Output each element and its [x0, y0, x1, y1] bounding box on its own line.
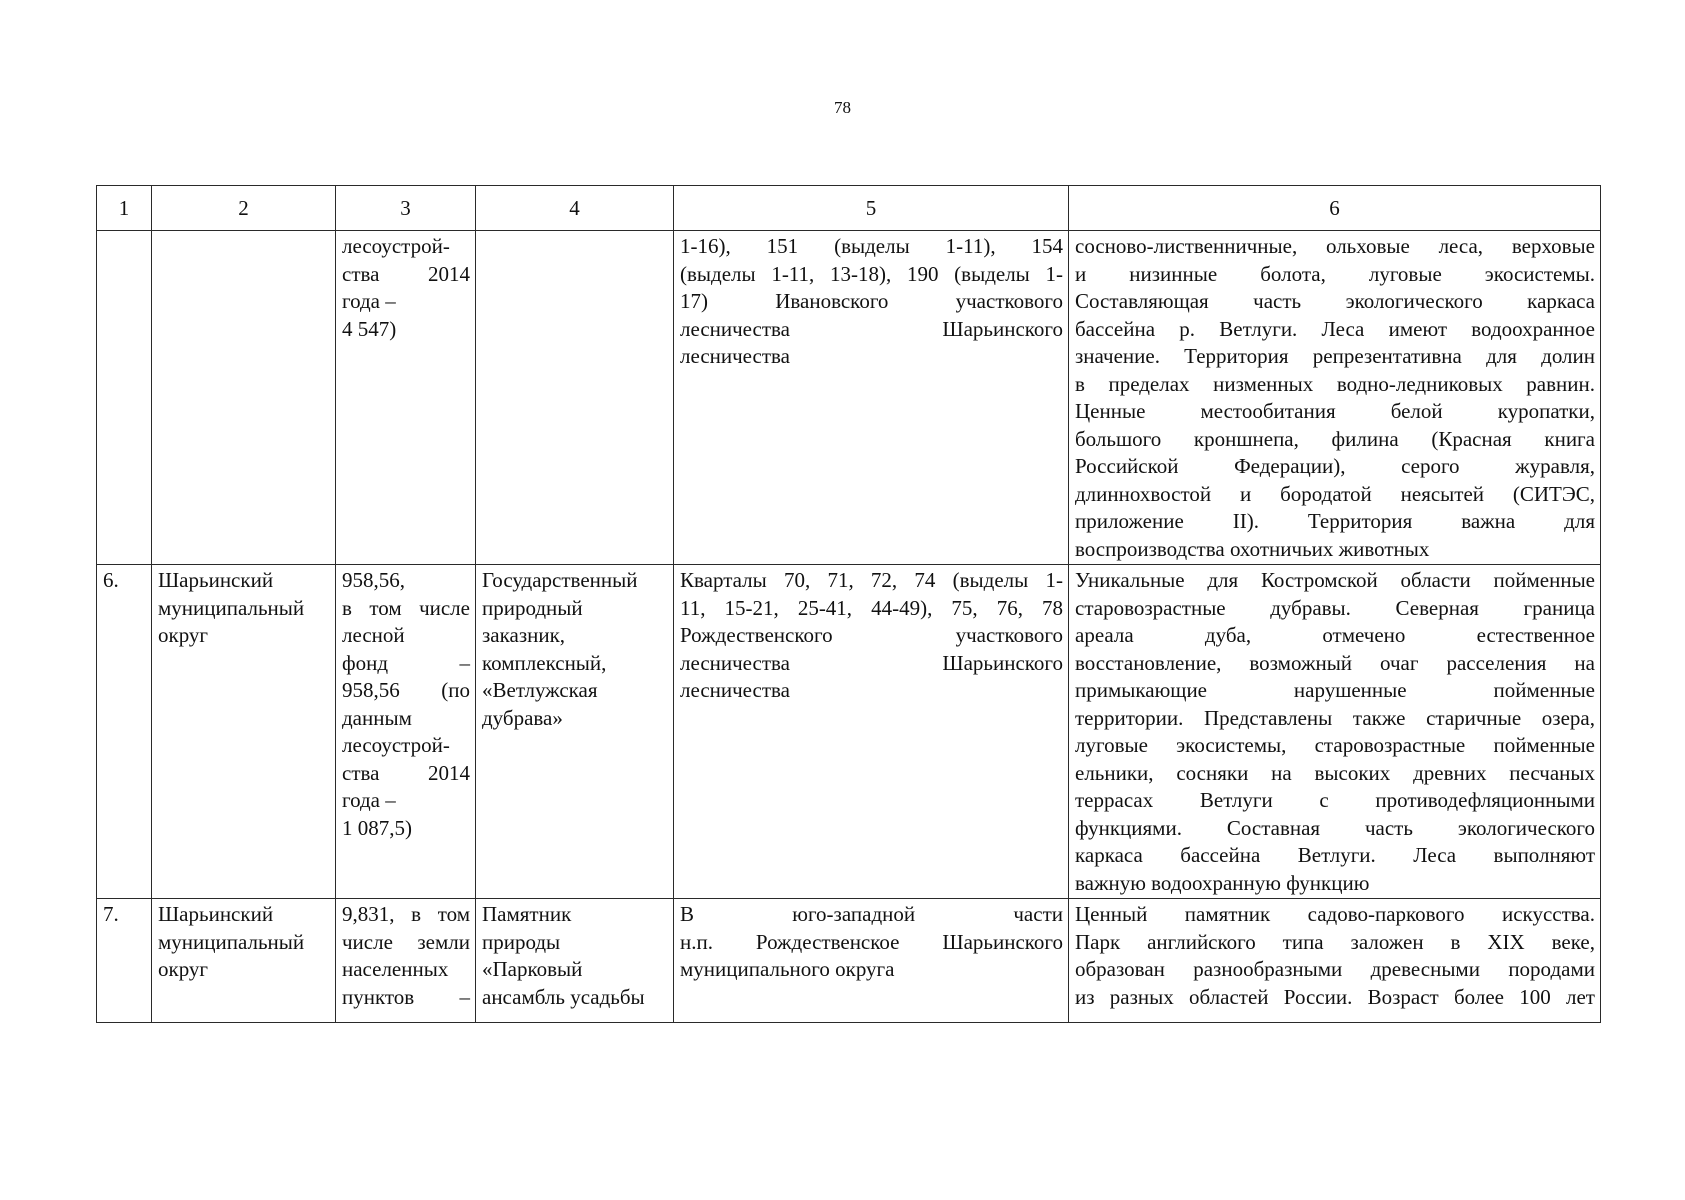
cell-line: старовозрастные дубравы. Северная граница [1075, 595, 1595, 620]
cell-line: приложение II). Территория важна для [1075, 509, 1595, 533]
cell-line: Российской Федерации), серого журавля, [1075, 454, 1595, 478]
cell-line: В юго-западной части [680, 902, 1063, 926]
cell-line: Шарьинский [158, 902, 274, 926]
cell-line: муниципальный [158, 595, 305, 620]
cell-line: фонд – [342, 650, 470, 675]
cell-line: функциями. Составная часть экологического [1075, 815, 1595, 840]
cell-line: года – [342, 788, 396, 812]
cell-line: (выделы 1-11, 13-18), 190 (выделы 1- [680, 261, 1063, 286]
cell-line: Шарьинский [158, 568, 274, 592]
cell-line: 4 547) [342, 316, 397, 341]
cell-line: 9,831, в том [342, 902, 470, 926]
cell-line: 1 087,5) [342, 815, 412, 840]
cell-line: большого кроншнепа, филина (Красная книга [1075, 426, 1595, 451]
cell-line: 958,56, [342, 568, 405, 592]
cell-line: Рождественского участкового [680, 623, 1063, 647]
cell-line: ства 2014 [342, 760, 470, 785]
column-header-5: 5 [674, 186, 1069, 231]
district-cell [152, 565, 336, 899]
cell-line: в пределах низменных водно-ледниковых равнин. [1075, 371, 1595, 396]
cell-line: Парк английского типа заложен в XIX веке, [1075, 929, 1595, 954]
protected-areas-table [96, 185, 1601, 1023]
cell-line: длиннохвостой и бородатой неясытей (СИТЭС, [1075, 481, 1595, 506]
table-row [97, 899, 1601, 1023]
cell-line: комплексный, [482, 650, 607, 675]
column-header-row [97, 186, 1601, 231]
category-cell [476, 565, 674, 899]
page-number: 78 [834, 98, 851, 117]
category-cell [476, 231, 674, 565]
cell-line: Составляющая часть экологического каркаса [1075, 289, 1595, 313]
description-cell [1069, 565, 1601, 899]
cell-line: лесоустрой- [342, 234, 450, 258]
cell-line: 1-16), 151 (выделы 1-11), 154 [680, 234, 1063, 258]
column-header-3: 3 [336, 186, 476, 231]
cell-line: значение. Территория репрезентативна для долин [1075, 344, 1595, 368]
cell-line: округ [158, 623, 209, 647]
description-cell [1069, 899, 1601, 1023]
cell-line: Ценный памятник садово-паркового искусства. [1075, 902, 1595, 926]
cell-line: лесничества [680, 678, 790, 702]
cell-line: лесничества [680, 344, 790, 368]
table-row [97, 565, 1601, 899]
cell-line: сосново-лиственничные, ольховые леса, верховые [1075, 234, 1595, 258]
location-cell [674, 899, 1069, 1023]
cell-line: территории. Представлены также старичные озера, [1075, 705, 1595, 730]
cell-line: 958,56 (по [342, 678, 470, 702]
cell-line: года – [342, 289, 396, 313]
cell-line: ареала дуба, отмечено естественное [1075, 623, 1595, 647]
cell-line: бассейна р. Ветлуги. Леса имеют водоохранное [1075, 316, 1595, 341]
cell-line: «Парковый [482, 957, 583, 981]
cell-line: 6. [103, 568, 119, 592]
cell-line: населенных [342, 957, 449, 981]
description-cell [1069, 231, 1601, 565]
cell-line: и низинные болота, луговые экосистемы. [1075, 261, 1595, 286]
row-number-cell [97, 899, 152, 1023]
cell-line: заказник, [482, 623, 566, 647]
cell-line: муниципального округа [680, 957, 895, 981]
cell-line: н.п. Рождественское Шарьинского [680, 929, 1063, 954]
table-row [97, 231, 1601, 565]
area-cell [336, 899, 476, 1023]
column-header-1: 1 [97, 186, 152, 231]
cell-line: Кварталы 70, 71, 72, 74 (выделы 1- [680, 568, 1063, 592]
cell-line: примыкающие нарушенные пойменные [1075, 678, 1595, 702]
cell-line: 17) Ивановского участкового [680, 289, 1063, 313]
district-cell [152, 231, 336, 565]
cell-line: 7. [103, 902, 119, 926]
column-header-6: 6 [1069, 186, 1601, 231]
location-cell [674, 565, 1069, 899]
cell-line: муниципальный [158, 929, 305, 954]
cell-line: воспроизводства охотничьих животных [1075, 536, 1430, 561]
cell-line: образован разнообразными древесными породами [1075, 957, 1595, 981]
cell-line: лесоустрой- [342, 733, 450, 757]
cell-line: природы [482, 929, 561, 954]
category-cell [476, 899, 674, 1023]
cell-line: луговые экосистемы, старовозрастные пойменные [1075, 733, 1595, 757]
cell-line: восстановление, возможный очаг расселения на [1075, 650, 1595, 675]
cell-line: данным [342, 705, 412, 730]
area-cell [336, 231, 476, 565]
cell-line: Уникальные для Костромской области пойменные [1075, 568, 1595, 592]
cell-line: природный [482, 595, 583, 620]
cell-line: округ [158, 957, 209, 981]
cell-line: ансамбль усадьбы [482, 984, 645, 1009]
cell-line: каркаса бассейна Ветлуги. Леса выполняют [1075, 843, 1595, 867]
cell-line: Памятник [482, 902, 572, 926]
cell-line: лесной [342, 623, 405, 647]
cell-line: 11, 15-21, 25-41, 44-49), 75, 76, 78 [680, 595, 1063, 620]
area-cell [336, 565, 476, 899]
cell-line: террасах Ветлуги с противодефляционными [1075, 788, 1595, 812]
column-header-4: 4 [476, 186, 674, 231]
cell-line: Государственный [482, 568, 638, 592]
cell-line: лесничества Шарьинского [680, 650, 1063, 675]
cell-line: из разных областей России. Возраст более 100 лет [1075, 984, 1595, 1009]
location-cell [674, 231, 1069, 565]
cell-line: «Ветлужская [482, 678, 598, 702]
cell-line: важную водоохранную функцию [1075, 870, 1370, 895]
cell-line: ства 2014 [342, 261, 470, 286]
row-number-cell [97, 231, 152, 565]
district-cell [152, 899, 336, 1023]
cell-line: Ценные местообитания белой куропатки, [1075, 399, 1595, 423]
cell-line: пунктов – [342, 984, 470, 1009]
cell-line: числе земли [342, 929, 470, 954]
row-number-cell [97, 565, 152, 899]
column-header-2: 2 [152, 186, 336, 231]
cell-line: лесничества Шарьинского [680, 316, 1063, 341]
cell-line: ельники, сосняки на высоких древних песчаных [1075, 760, 1595, 785]
cell-line: дубрава» [482, 705, 563, 730]
cell-line: в том числе [342, 595, 470, 620]
